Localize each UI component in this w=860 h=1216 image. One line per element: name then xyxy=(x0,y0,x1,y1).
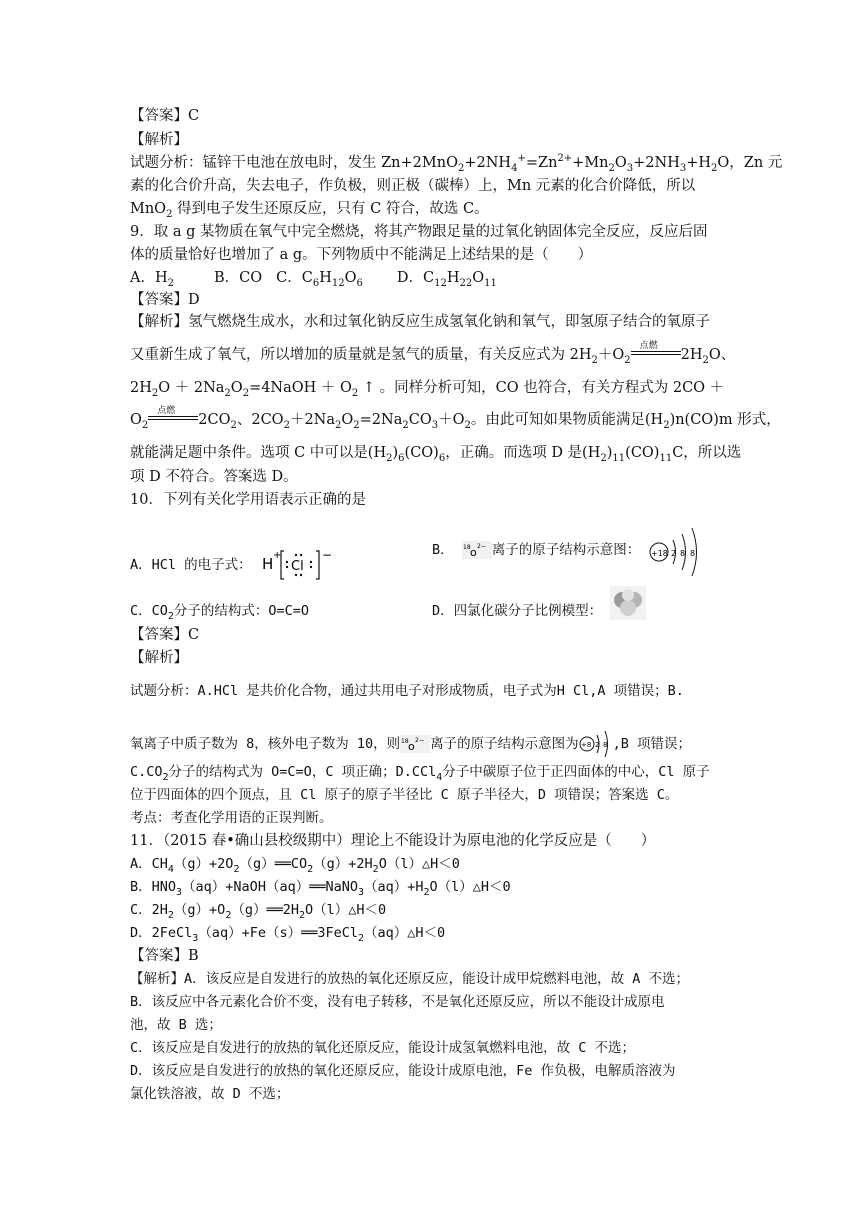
svg-text:o: o xyxy=(469,546,477,559)
option-10-c: C．$CO_2$分子的结构式：O=C=O xyxy=(130,603,310,622)
hcl-formula-inline: H Cl xyxy=(556,683,590,699)
svg-text:8: 8 xyxy=(602,741,608,749)
question-9-line-2: 体的质量恰好也增加了 a g。下列物质中不能满足上述结果的是（ ） xyxy=(130,247,593,263)
svg-text:8: 8 xyxy=(690,549,696,558)
answer-8: 【答案】C xyxy=(130,108,200,124)
analysis-heading-8: 【解析】 xyxy=(130,132,188,148)
option-10-b: B． 18 o 2− 离子的原子结构示意图： +18 2 8 8 xyxy=(432,540,710,576)
analysis-10-line-2: 氧离子中质子数为 8，核外电子数为 10，则 18 o 2− 离子的原子结构示意图为 +8 2 8 ,B 项错误； xyxy=(130,729,730,759)
reaction-condition-mark: 点燃 xyxy=(631,348,681,362)
analysis-10-line-4: 位于四面体的四个顶点，且 Cl 原子的原子半径比 C 原子半径大，D 项错误；答案选 C。 xyxy=(130,787,679,803)
analysis-11-line-1: 【解析】A．该反应是自发进行的放热的氧化还原反应，能设计成甲烷燃料电池，故 A 不选； xyxy=(130,971,690,987)
svg-text:2−: 2− xyxy=(415,737,424,744)
analysis-9-line-2: 又重新生成了氧气，所以增加的质量就是氢气的质量，有关反应式为 $2H_2+O_2$ 点燃 $2H_2O$、 xyxy=(130,341,736,366)
reaction-condition-mark-2: 点燃 xyxy=(148,413,198,427)
question-9-options: A．$H_2$ B．CO C．$C_6H_{12}O_6$ D．$C_{12}H_{22}O_{11}$ xyxy=(130,270,497,289)
svg-text:2: 2 xyxy=(671,549,677,558)
analysis-11-line-3: 池，故 B 选； xyxy=(130,1017,222,1033)
analysis-10-line-1: 试题分析：A.HCl 是共价化合物，通过共用电子对形成物质，电子式为H Cl,A 项错误；B. xyxy=(130,683,684,699)
analysis-9-line-1: 【解析】氢气燃烧生成水，水和过氧化钠反应生成氢氧化钠和氧气，即氢原子结合的氧原子 xyxy=(130,314,710,330)
answer-10: 【答案】C xyxy=(130,627,200,643)
argon-structure-diagram-icon xyxy=(648,516,710,576)
analysis-9-line-4: $O_2$ 点燃 $2CO_2$、$2CO_2+2Na_2O_2=2Na_2CO_3+O_2$。由此可知如果物质能满足$(H_2)n(CO)m$ 形式， xyxy=(130,406,781,431)
analysis-9-line-3: $2H_2O$ ＋ $2Na_2O_2=4NaOH + O_2$ ↑ 。同样分析可知，CO 也符合，有关方程式为 2CO ＋ xyxy=(130,380,725,399)
svg-text:+8: +8 xyxy=(580,741,591,749)
analysis-8-line-2: 素的化合价升高，失去电子，作负极，则正极（碳棒）上，Mn 元素的化合价降低，所以 xyxy=(130,178,696,194)
svg-text:2: 2 xyxy=(594,741,600,749)
hcl-electron-formula-icon xyxy=(260,545,350,585)
svg-text:−: − xyxy=(321,548,332,562)
oxide-structure-diagram-icon xyxy=(579,729,613,759)
answer-9: 【答案】D xyxy=(130,292,200,308)
question-9-line-1: 9．取 a g 某物质在氧气中完全燃烧，将其产物跟足量的过氧化钠固体完全反应，反应后固 xyxy=(130,224,708,240)
analysis-9-line-5: 就能满足题中条件。选项 C 中可以是$(H_2)_6(CO)_6$，正确。而选项 D 是$(H_2)_{11}(CO)_{11}C$，所以选 xyxy=(130,445,742,464)
svg-text:o: o xyxy=(408,740,415,753)
analysis-11-line-6: 氯化铁溶液，故 D 不选； xyxy=(130,1086,290,1102)
analysis-11-line-2: B．该反应中各元素化合价不变，没有电子转移，不是氧化还原反应，所以不能设计成原电 xyxy=(130,994,665,1010)
option-11-a: A．$CH_4(g)+2O_2(g)══CO_2(g)+2H_2O(l)\triangle H<0$ xyxy=(130,856,460,875)
analysis-8-line-1: 试题分析：锰锌干电池在放电时，发生 $Zn+2MnO_2+2NH_4^+=Zn^{2+}+Mn_2O_3+2NH_3+H_2O$，Zn 元 xyxy=(130,153,783,174)
analysis-11-line-4: C．该反应是自发进行的放热的氧化还原反应，能设计成氢氧燃料电池，故 C 不选； xyxy=(130,1040,636,1056)
oxide-ion-symbol-icon xyxy=(462,541,492,559)
answer-11: 【答案】B xyxy=(130,948,199,964)
svg-text:18: 18 xyxy=(401,738,409,745)
svg-text:H: H xyxy=(261,555,274,573)
option-10-a: A．HCl 的电子式： H + Cl − xyxy=(130,545,350,585)
svg-text:Cl: Cl xyxy=(290,559,304,574)
ccl4-space-filling-model-icon xyxy=(610,586,646,620)
analysis-11-line-5: D．该反应是自发进行的放热的氧化还原反应，能设计成原电池，Fe 作负极，电解质溶液为 xyxy=(130,1063,676,1079)
option-11-b: B．$HNO_3(aq)+NaOH(aq)══NaNO_3(aq)+H_2O(l)\triangle H<0$ xyxy=(130,879,511,898)
question-10: 10．下列有关化学用语表示正确的是 xyxy=(130,492,366,508)
option-10-d: D．四氯化碳分子比例模型： xyxy=(432,601,646,621)
analysis-10-line-5: 考点：考查化学用语的正误判断。 xyxy=(130,810,333,826)
question-11: 11．（2015 春•确山县校级期中）理论上不能设计为原电池的化学反应是（ ） xyxy=(130,833,656,849)
svg-text:18: 18 xyxy=(462,544,471,551)
analysis-9-line-6: 项 D 不符合。答案选 D。 xyxy=(130,469,298,485)
analysis-10-line-3: $C.CO_2$分子的结构式为 O=C=O，C 项正确；D.CCl$_4$分子中碳原子位于正四面体的中心，Cl 原子 xyxy=(130,764,710,783)
svg-text:2−: 2− xyxy=(476,543,486,550)
svg-text:8: 8 xyxy=(680,549,686,558)
svg-text:+18: +18 xyxy=(651,549,669,558)
svg-text:+: + xyxy=(272,550,282,561)
oxide-ion-symbol-icon-2 xyxy=(400,735,430,753)
option-11-d: D．2FeCl$_3$（aq）+Fe（s）══3FeCl$_2$（aq）△H＜0 xyxy=(130,925,446,944)
option-11-c: C．$2H_2(g)+O_2(g)══2H_2O(l)\triangle H<0$ xyxy=(130,902,387,921)
analysis-heading-10: 【解析】 xyxy=(130,650,188,666)
analysis-8-line-3: MnO$_2$ 得到电子发生还原反应，只有 C 符合，故选 C。 xyxy=(130,201,489,220)
